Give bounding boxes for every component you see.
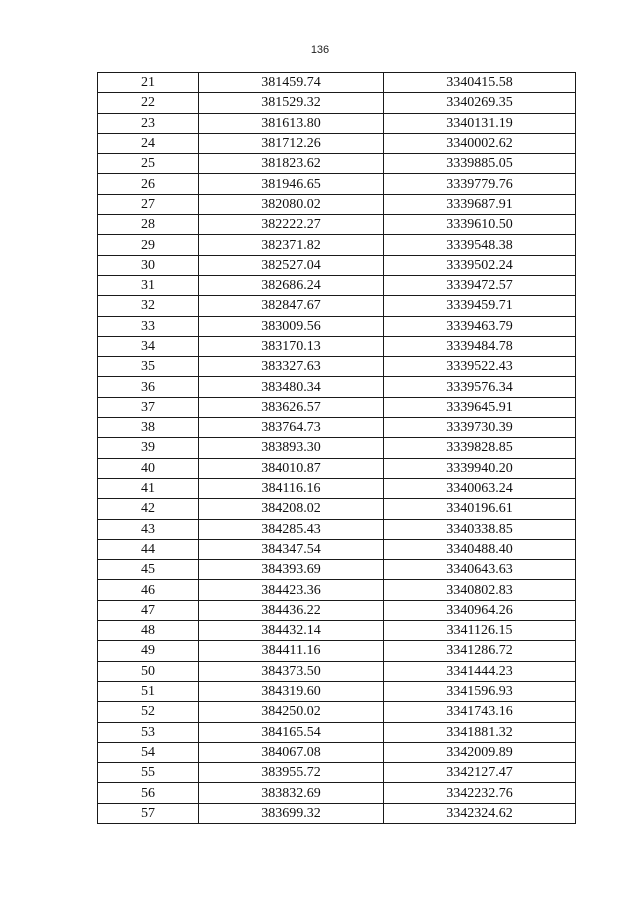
- x-coordinate-cell: 382847.67: [199, 296, 384, 316]
- x-coordinate-cell: 383955.72: [199, 763, 384, 783]
- point-number-cell: 32: [98, 296, 199, 316]
- point-number-cell: 42: [98, 499, 199, 519]
- point-number-cell: 57: [98, 803, 199, 823]
- x-coordinate-cell: 383626.57: [199, 397, 384, 417]
- y-coordinate-cell: 3341444.23: [384, 661, 576, 681]
- x-coordinate-cell: 381613.80: [199, 113, 384, 133]
- table-row: [98, 296, 576, 316]
- y-coordinate-cell: 3340415.58: [384, 73, 576, 93]
- table-row: [98, 560, 576, 580]
- table-row: [98, 763, 576, 783]
- table-row: [98, 133, 576, 153]
- y-coordinate-cell: 3340002.62: [384, 133, 576, 153]
- y-coordinate-cell: 3340269.35: [384, 93, 576, 113]
- table-row: [98, 73, 576, 93]
- table-row: [98, 681, 576, 701]
- point-number-cell: 49: [98, 641, 199, 661]
- table-row: [98, 255, 576, 275]
- point-number-cell: 30: [98, 255, 199, 275]
- x-coordinate-cell: 383009.56: [199, 316, 384, 336]
- point-number-cell: 21: [98, 73, 199, 93]
- table-row: [98, 600, 576, 620]
- point-number-cell: 52: [98, 702, 199, 722]
- table-row: [98, 621, 576, 641]
- table-row: [98, 783, 576, 803]
- y-coordinate-cell: 3341126.15: [384, 621, 576, 641]
- point-number-cell: 24: [98, 133, 199, 153]
- y-coordinate-cell: 3340488.40: [384, 539, 576, 559]
- point-number-cell: 25: [98, 154, 199, 174]
- coordinate-table-body: [98, 73, 576, 824]
- page-number: 136: [310, 44, 330, 56]
- point-number-cell: 39: [98, 438, 199, 458]
- table-row: [98, 438, 576, 458]
- point-number-cell: 37: [98, 397, 199, 417]
- table-row: [98, 316, 576, 336]
- point-number-cell: 36: [98, 377, 199, 397]
- x-coordinate-cell: 383832.69: [199, 783, 384, 803]
- y-coordinate-cell: 3339645.91: [384, 397, 576, 417]
- table-row: [98, 742, 576, 762]
- y-coordinate-cell: 3341881.32: [384, 722, 576, 742]
- x-coordinate-cell: 383699.32: [199, 803, 384, 823]
- x-coordinate-cell: 384423.36: [199, 580, 384, 600]
- x-coordinate-cell: 383327.63: [199, 357, 384, 377]
- x-coordinate-cell: 382527.04: [199, 255, 384, 275]
- coordinate-table: [97, 72, 576, 824]
- point-number-cell: 27: [98, 194, 199, 214]
- table-row: [98, 458, 576, 478]
- x-coordinate-cell: 384250.02: [199, 702, 384, 722]
- x-coordinate-cell: 383480.34: [199, 377, 384, 397]
- y-coordinate-cell: 3339502.24: [384, 255, 576, 275]
- table-row: [98, 418, 576, 438]
- table-row: [98, 113, 576, 133]
- table-row: [98, 397, 576, 417]
- y-coordinate-cell: 3342009.89: [384, 742, 576, 762]
- point-number-cell: 29: [98, 235, 199, 255]
- table-row: [98, 154, 576, 174]
- point-number-cell: 47: [98, 600, 199, 620]
- x-coordinate-cell: 384373.50: [199, 661, 384, 681]
- table-row: [98, 93, 576, 113]
- point-number-cell: 33: [98, 316, 199, 336]
- y-coordinate-cell: 3342324.62: [384, 803, 576, 823]
- point-number-cell: 28: [98, 215, 199, 235]
- y-coordinate-cell: 3340131.19: [384, 113, 576, 133]
- x-coordinate-cell: 384285.43: [199, 519, 384, 539]
- x-coordinate-cell: 384165.54: [199, 722, 384, 742]
- point-number-cell: 55: [98, 763, 199, 783]
- x-coordinate-cell: 382222.27: [199, 215, 384, 235]
- x-coordinate-cell: 384208.02: [199, 499, 384, 519]
- y-coordinate-cell: 3339779.76: [384, 174, 576, 194]
- y-coordinate-cell: 3339730.39: [384, 418, 576, 438]
- y-coordinate-cell: 3339687.91: [384, 194, 576, 214]
- y-coordinate-cell: 3341286.72: [384, 641, 576, 661]
- table-row: [98, 336, 576, 356]
- y-coordinate-cell: 3339828.85: [384, 438, 576, 458]
- point-number-cell: 44: [98, 539, 199, 559]
- x-coordinate-cell: 384347.54: [199, 539, 384, 559]
- y-coordinate-cell: 3340063.24: [384, 478, 576, 498]
- y-coordinate-cell: 3339610.50: [384, 215, 576, 235]
- table-row: [98, 803, 576, 823]
- table-row: [98, 215, 576, 235]
- y-coordinate-cell: 3340196.61: [384, 499, 576, 519]
- table-row: [98, 357, 576, 377]
- x-coordinate-cell: 384393.69: [199, 560, 384, 580]
- x-coordinate-cell: 381529.32: [199, 93, 384, 113]
- table-row: [98, 275, 576, 295]
- x-coordinate-cell: 383170.13: [199, 336, 384, 356]
- y-coordinate-cell: 3339459.71: [384, 296, 576, 316]
- y-coordinate-cell: 3341743.16: [384, 702, 576, 722]
- point-number-cell: 23: [98, 113, 199, 133]
- point-number-cell: 31: [98, 275, 199, 295]
- y-coordinate-cell: 3339522.43: [384, 357, 576, 377]
- table-row: [98, 580, 576, 600]
- y-coordinate-cell: 3342232.76: [384, 783, 576, 803]
- table-row: [98, 722, 576, 742]
- point-number-cell: 22: [98, 93, 199, 113]
- y-coordinate-cell: 3342127.47: [384, 763, 576, 783]
- x-coordinate-cell: 381823.62: [199, 154, 384, 174]
- x-coordinate-cell: 381459.74: [199, 73, 384, 93]
- x-coordinate-cell: 381712.26: [199, 133, 384, 153]
- point-number-cell: 50: [98, 661, 199, 681]
- point-number-cell: 26: [98, 174, 199, 194]
- point-number-cell: 38: [98, 418, 199, 438]
- x-coordinate-cell: 384116.16: [199, 478, 384, 498]
- x-coordinate-cell: 384067.08: [199, 742, 384, 762]
- y-coordinate-cell: 3339885.05: [384, 154, 576, 174]
- y-coordinate-cell: 3339484.78: [384, 336, 576, 356]
- x-coordinate-cell: 381946.65: [199, 174, 384, 194]
- table-row: [98, 499, 576, 519]
- y-coordinate-cell: 3341596.93: [384, 681, 576, 701]
- x-coordinate-cell: 384432.14: [199, 621, 384, 641]
- x-coordinate-cell: 384319.60: [199, 681, 384, 701]
- point-number-cell: 56: [98, 783, 199, 803]
- y-coordinate-cell: 3339463.79: [384, 316, 576, 336]
- y-coordinate-cell: 3339548.38: [384, 235, 576, 255]
- x-coordinate-cell: 382371.82: [199, 235, 384, 255]
- point-number-cell: 35: [98, 357, 199, 377]
- x-coordinate-cell: 383893.30: [199, 438, 384, 458]
- point-number-cell: 46: [98, 580, 199, 600]
- y-coordinate-cell: 3340338.85: [384, 519, 576, 539]
- table-row: [98, 519, 576, 539]
- table-row: [98, 478, 576, 498]
- point-number-cell: 41: [98, 478, 199, 498]
- y-coordinate-cell: 3340802.83: [384, 580, 576, 600]
- point-number-cell: 54: [98, 742, 199, 762]
- y-coordinate-cell: 3339472.57: [384, 275, 576, 295]
- point-number-cell: 40: [98, 458, 199, 478]
- table-row: [98, 174, 576, 194]
- x-coordinate-cell: 382686.24: [199, 275, 384, 295]
- point-number-cell: 51: [98, 681, 199, 701]
- y-coordinate-cell: 3339940.20: [384, 458, 576, 478]
- point-number-cell: 43: [98, 519, 199, 539]
- table-row: [98, 235, 576, 255]
- x-coordinate-cell: 384010.87: [199, 458, 384, 478]
- table-row: [98, 661, 576, 681]
- point-number-cell: 53: [98, 722, 199, 742]
- x-coordinate-cell: 382080.02: [199, 194, 384, 214]
- point-number-cell: 45: [98, 560, 199, 580]
- y-coordinate-cell: 3340643.63: [384, 560, 576, 580]
- table-row: [98, 377, 576, 397]
- table-row: [98, 641, 576, 661]
- x-coordinate-cell: 383764.73: [199, 418, 384, 438]
- y-coordinate-cell: 3339576.34: [384, 377, 576, 397]
- y-coordinate-cell: 3340964.26: [384, 600, 576, 620]
- x-coordinate-cell: 384411.16: [199, 641, 384, 661]
- point-number-cell: 34: [98, 336, 199, 356]
- table-row: [98, 702, 576, 722]
- table-row: [98, 194, 576, 214]
- point-number-cell: 48: [98, 621, 199, 641]
- table-row: [98, 539, 576, 559]
- x-coordinate-cell: 384436.22: [199, 600, 384, 620]
